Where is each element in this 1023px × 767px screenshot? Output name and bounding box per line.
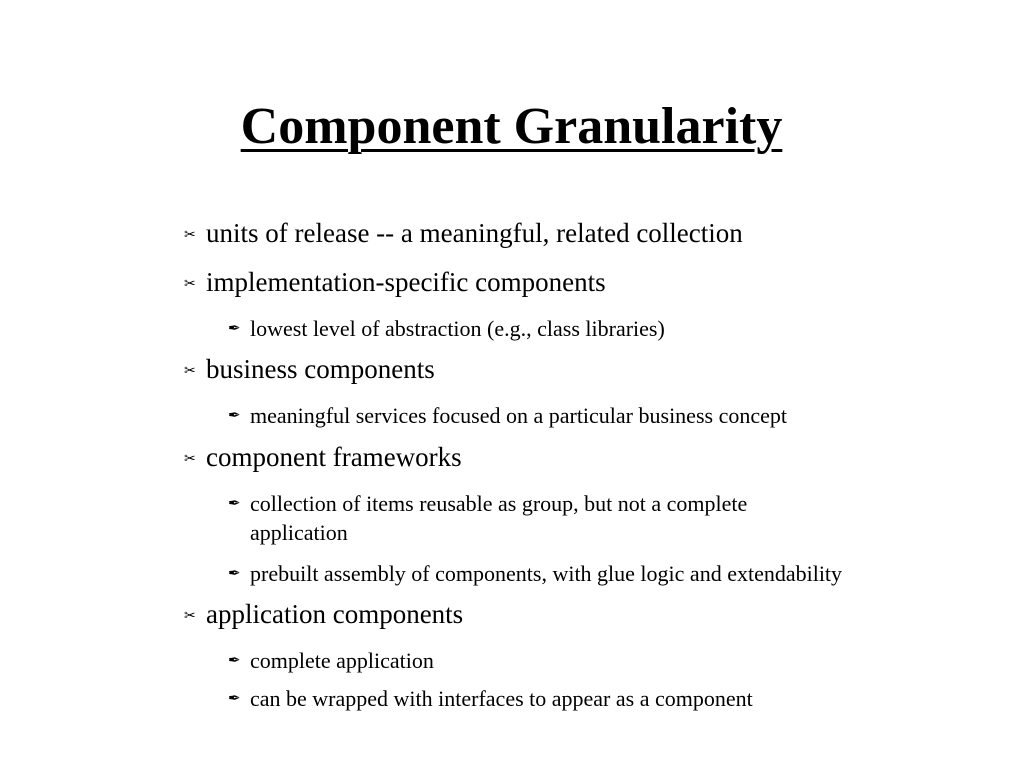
sub-bullet-item [228,646,434,676]
sub-bullet-item [228,684,753,714]
pen-nib-icon: ✒ [228,566,241,582]
sub-bullet-text: can be wrapped with interfaces to appear as a component [250,686,753,711]
bullet-item [184,599,463,632]
scissors-icon: ✂ [184,277,196,292]
bullet-text: component frameworks [206,442,462,472]
scissors-icon: ✂ [184,364,196,379]
sub-bullet-item [228,314,665,344]
pen-nib-icon: ✒ [228,321,241,337]
sub-bullet-item [228,401,787,431]
bullet-text: implementation-specific components [206,267,606,297]
pen-nib-icon: ✒ [228,496,241,512]
sub-bullet-item [228,489,850,547]
pen-nib-icon: ✒ [228,691,241,707]
bullet-text: application components [206,599,464,629]
bullet-text: business components [206,354,435,384]
sub-bullet-text: complete application [250,648,434,673]
scissors-icon: ✂ [184,452,196,467]
slide-title: Component Granularity [240,98,783,155]
sub-bullet-text: collection of items reusable as group, but not a complete application [250,491,748,545]
pen-nib-icon: ✒ [228,653,241,669]
sub-bullet-item [228,559,842,589]
bullet-item [184,442,462,475]
sub-bullet-text: lowest level of abstraction (e.g., class libraries) [250,316,665,341]
pen-nib-icon: ✒ [228,408,241,424]
sub-bullet-text: meaningful services focused on a particular business concept [250,403,787,428]
bullet-text: units of release -- a meaningful, related collection [206,218,743,248]
bullet-item [184,267,606,300]
scissors-icon: ✂ [184,228,196,243]
bullet-item [184,218,743,251]
bullet-item [184,354,435,387]
sub-bullet-text: prebuilt assembly of components, with glue logic and extendability [250,561,843,586]
scissors-icon: ✂ [184,609,196,624]
